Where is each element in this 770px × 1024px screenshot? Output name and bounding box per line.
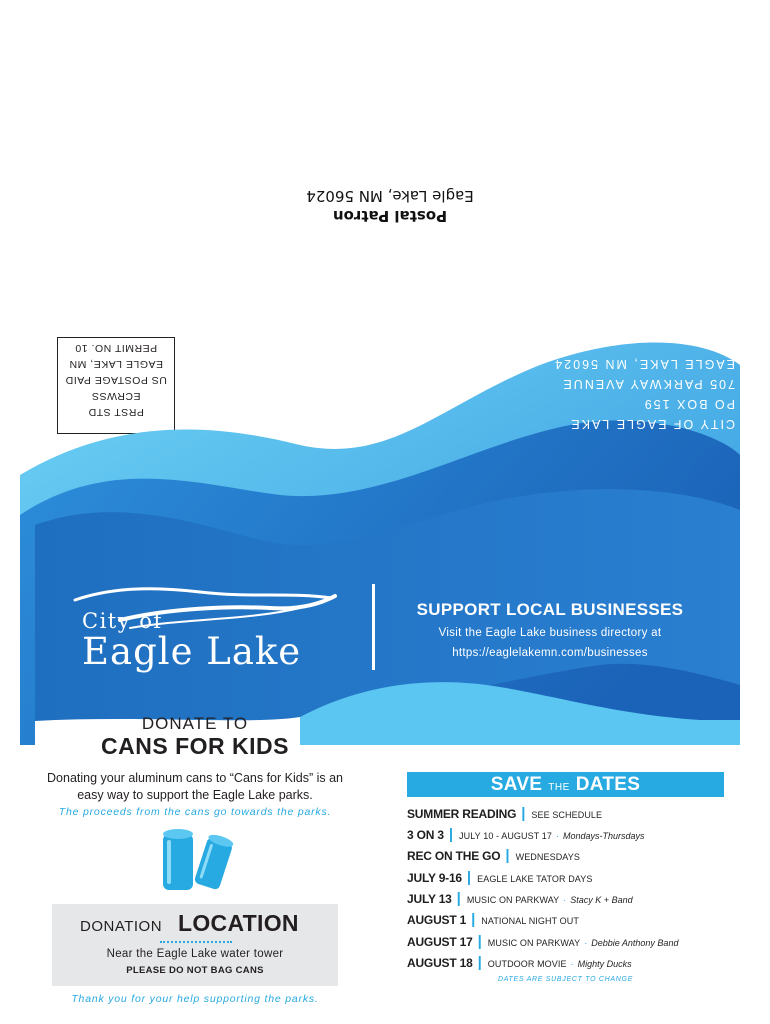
event-row — [407, 805, 602, 823]
event-separator: | — [521, 805, 526, 822]
donate-body: Donating your aluminum cans to “Cans for Kids” is an easy way to support the Eagle Lake parks. — [47, 771, 343, 802]
event-separator: | — [466, 869, 472, 886]
divider — [372, 584, 375, 670]
event-date: JULY 9-16 — [407, 871, 462, 885]
dates-word: DATES — [575, 774, 641, 795]
return-line: 705 PARKWAY AVENUE — [561, 377, 735, 391]
cans-icon — [155, 822, 240, 897]
event-separator: | — [505, 847, 510, 864]
the-word: THE — [548, 782, 570, 793]
event-text: MUSIC ON PARKWAY — [466, 895, 560, 905]
event-row — [407, 954, 632, 972]
event-row — [407, 890, 633, 908]
event-date: JULY 13 — [407, 892, 452, 906]
recipient-name: Postal Patron — [332, 207, 448, 225]
save-word: SAVE — [490, 774, 543, 795]
location-label-donation: DONATION — [80, 918, 163, 935]
proceeds-note: The proceeds from the cans go towards the parks. — [58, 806, 332, 818]
event-dot: · — [584, 938, 588, 948]
event-text: EAGLE LAKE TATOR DAYS — [477, 874, 593, 884]
event-separator: | — [448, 826, 454, 843]
location-underline — [160, 941, 232, 943]
event-extra: Stacy K + Band — [570, 895, 633, 905]
event-text: OUTDOOR MOVIE — [487, 959, 567, 969]
event-dot: · — [555, 831, 559, 841]
event-row — [407, 847, 580, 865]
event-separator: | — [471, 911, 476, 928]
donate-pretitle: DONATE TO — [141, 714, 249, 733]
event-date: AUGUST 17 — [407, 935, 473, 949]
event-extra: Mondays-Thursdays — [562, 831, 645, 841]
event-extra: Debbie Anthony Band — [591, 938, 679, 948]
save-the-dates-header — [407, 772, 724, 797]
permit-line: EAGLE LAKE, MN — [69, 358, 163, 370]
event-text: JULY 10 - AUGUST 17 — [459, 831, 552, 841]
logo-city-of: City of — [82, 609, 163, 633]
event-extra: Mighty Ducks — [577, 959, 632, 969]
event-dot: · — [570, 959, 574, 969]
location-label-location: LOCATION — [178, 910, 299, 936]
event-dot: · — [563, 895, 567, 905]
dates-disclaimer: DATES ARE SUBJECT TO CHANGE — [497, 976, 634, 983]
thanks-note: Thank you for your help supporting the parks. — [71, 993, 319, 1005]
permit-line: PRST STD — [88, 406, 144, 418]
location-text: Near the Eagle Lake water tower — [106, 948, 284, 960]
event-text: WEDNESDAYS — [515, 852, 580, 862]
support-title: SUPPORT LOCAL BUSINESSES — [416, 600, 684, 619]
event-text: MUSIC ON PARKWAY — [487, 938, 581, 948]
event-row — [407, 911, 579, 929]
return-address — [490, 354, 735, 434]
event-date: SUMMER READING — [407, 807, 517, 821]
event-text: NATIONAL NIGHT OUT — [481, 916, 579, 926]
event-separator: | — [456, 890, 461, 907]
event-text: SEE SCHEDULE — [531, 810, 603, 820]
return-line: CITY OF EAGLE LAKE — [569, 417, 735, 431]
event-row — [407, 869, 592, 887]
recipient-city: Eagle Lake, MN 56024 — [306, 187, 474, 205]
event-separator: | — [477, 933, 482, 950]
return-line: PO BOX 159 — [642, 397, 735, 411]
event-separator: | — [477, 954, 482, 971]
permit-line: ECRWSS — [91, 390, 141, 402]
event-row — [407, 826, 645, 844]
permit-line: PERMIT NO. 10 — [74, 342, 158, 354]
event-date: 3 ON 3 — [407, 828, 444, 842]
location-note: PLEASE DO NOT BAG CANS — [126, 965, 264, 976]
permit-line: US POSTAGE PAID — [65, 374, 167, 386]
event-date: AUGUST 18 — [407, 956, 473, 970]
support-url[interactable]: https://eaglelakemn.com/businesses — [452, 647, 648, 659]
event-date: AUGUST 1 — [407, 913, 467, 927]
event-row — [407, 933, 678, 951]
postal-patron-block — [250, 186, 530, 226]
logo-eagle-lake: Eagle Lake — [82, 630, 302, 673]
support-text: Visit the Eagle Lake business directory at — [438, 627, 662, 639]
event-date: REC ON THE GO — [407, 849, 501, 863]
donate-title: CANS FOR KIDS — [101, 733, 289, 759]
return-line: EAGLE LAKE, MN 56024 — [553, 357, 735, 371]
